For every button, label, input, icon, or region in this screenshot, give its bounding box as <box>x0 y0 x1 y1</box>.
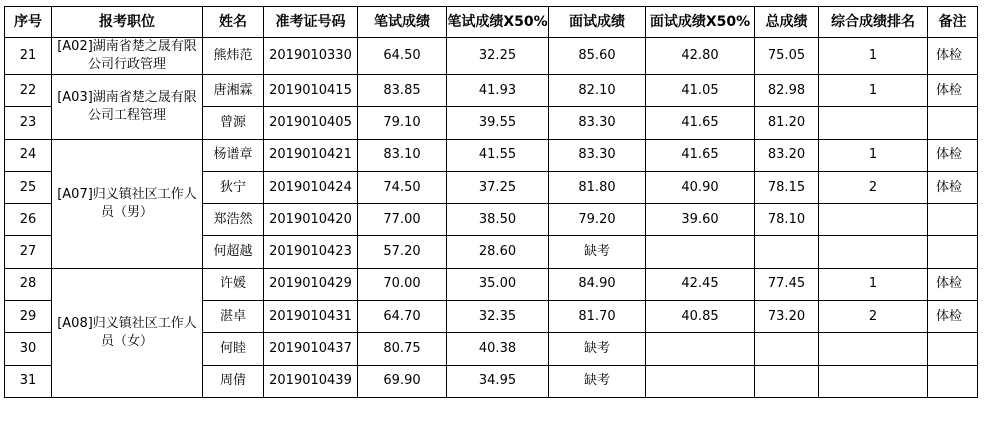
header-exam-id: 准考证号码 <box>264 7 358 38</box>
cell-rank: 1 <box>819 139 928 171</box>
cell-written-50: 38.50 <box>447 204 549 236</box>
cell-name: 杨谱章 <box>203 139 264 171</box>
cell-exam-id: 2019010421 <box>264 139 358 171</box>
cell-no: 31 <box>5 365 52 397</box>
cell-note: 体检 <box>928 75 978 107</box>
cell-written-50: 40.38 <box>447 333 549 365</box>
cell-written-50: 35.00 <box>447 268 549 300</box>
cell-name: 何睦 <box>203 333 264 365</box>
cell-name: 周倩 <box>203 365 264 397</box>
cell-name: 何超越 <box>203 236 264 268</box>
cell-note <box>928 107 978 139</box>
cell-interview-50: 41.65 <box>646 139 755 171</box>
cell-written: 69.90 <box>358 365 447 397</box>
cell-name: 唐湘霖 <box>203 75 264 107</box>
cell-name: 许媛 <box>203 268 264 300</box>
cell-exam-id: 2019010429 <box>264 268 358 300</box>
cell-total: 82.98 <box>755 75 819 107</box>
cell-written: 83.85 <box>358 75 447 107</box>
cell-interview: 82.10 <box>549 75 646 107</box>
cell-written: 64.50 <box>358 38 447 75</box>
cell-exam-id: 2019010423 <box>264 236 358 268</box>
cell-written-50: 28.60 <box>447 236 549 268</box>
cell-name: 湛卓 <box>203 301 264 333</box>
cell-exam-id: 2019010424 <box>264 171 358 203</box>
cell-no: 22 <box>5 75 52 107</box>
cell-no: 23 <box>5 107 52 139</box>
cell-written: 74.50 <box>358 171 447 203</box>
header-written-50: 笔试成绩X50% <box>447 7 549 38</box>
cell-written: 77.00 <box>358 204 447 236</box>
cell-written: 83.10 <box>358 139 447 171</box>
cell-interview-50: 41.65 <box>646 107 755 139</box>
cell-total <box>755 236 819 268</box>
cell-note: 体检 <box>928 268 978 300</box>
cell-written-50: 32.25 <box>447 38 549 75</box>
cell-interview-50 <box>646 365 755 397</box>
cell-written-50: 34.95 <box>447 365 549 397</box>
cell-interview: 缺考 <box>549 333 646 365</box>
cell-total: 78.15 <box>755 171 819 203</box>
cell-position: [A02]湖南省楚之晟有限公司行政管理 <box>52 38 203 75</box>
cell-rank: 2 <box>819 171 928 203</box>
cell-rank: 1 <box>819 268 928 300</box>
cell-exam-id: 2019010330 <box>264 38 358 75</box>
cell-interview-50: 41.05 <box>646 75 755 107</box>
cell-rank: 2 <box>819 301 928 333</box>
cell-no: 24 <box>5 139 52 171</box>
cell-note: 体检 <box>928 171 978 203</box>
cell-interview: 83.30 <box>549 139 646 171</box>
cell-written-50: 39.55 <box>447 107 549 139</box>
header-position: 报考职位 <box>52 7 203 38</box>
header-written: 笔试成绩 <box>358 7 447 38</box>
cell-interview-50: 42.45 <box>646 268 755 300</box>
cell-exam-id: 2019010437 <box>264 333 358 365</box>
cell-exam-id: 2019010405 <box>264 107 358 139</box>
cell-exam-id: 2019010439 <box>264 365 358 397</box>
cell-name: 郑浩然 <box>203 204 264 236</box>
cell-interview-50: 40.90 <box>646 171 755 203</box>
cell-written-50: 32.35 <box>447 301 549 333</box>
cell-exam-id: 2019010420 <box>264 204 358 236</box>
header-no: 序号 <box>5 7 52 38</box>
cell-total: 78.10 <box>755 204 819 236</box>
cell-name: 曾源 <box>203 107 264 139</box>
cell-no: 21 <box>5 38 52 75</box>
header-rank: 综合成绩排名 <box>819 7 928 38</box>
table-row <box>5 75 978 107</box>
cell-rank <box>819 204 928 236</box>
cell-interview-50: 40.85 <box>646 301 755 333</box>
cell-interview: 79.20 <box>549 204 646 236</box>
cell-no: 27 <box>5 236 52 268</box>
cell-rank <box>819 236 928 268</box>
header-interview: 面试成绩 <box>549 7 646 38</box>
cell-interview: 85.60 <box>549 38 646 75</box>
cell-name: 狄宁 <box>203 171 264 203</box>
cell-total: 83.20 <box>755 139 819 171</box>
cell-note <box>928 236 978 268</box>
table-row <box>5 139 978 171</box>
cell-interview: 缺考 <box>549 236 646 268</box>
cell-no: 28 <box>5 268 52 300</box>
cell-interview-50 <box>646 333 755 365</box>
cell-written: 64.70 <box>358 301 447 333</box>
cell-interview-50: 39.60 <box>646 204 755 236</box>
cell-rank <box>819 365 928 397</box>
cell-total <box>755 333 819 365</box>
score-table <box>4 6 978 398</box>
cell-note: 体检 <box>928 139 978 171</box>
cell-interview-50: 42.80 <box>646 38 755 75</box>
cell-exam-id: 2019010415 <box>264 75 358 107</box>
cell-written: 70.00 <box>358 268 447 300</box>
cell-written-50: 41.55 <box>447 139 549 171</box>
header-interview-50: 面试成绩X50% <box>646 7 755 38</box>
cell-position: [A07]归义镇社区工作人员（男） <box>52 139 203 268</box>
cell-interview: 84.90 <box>549 268 646 300</box>
cell-no: 26 <box>5 204 52 236</box>
cell-rank <box>819 333 928 365</box>
cell-exam-id: 2019010431 <box>264 301 358 333</box>
cell-note <box>928 333 978 365</box>
cell-note <box>928 204 978 236</box>
cell-name: 熊炜范 <box>203 38 264 75</box>
cell-position: [A03]湖南省楚之晟有限公司工程管理 <box>52 75 203 140</box>
cell-rank: 1 <box>819 75 928 107</box>
cell-interview: 83.30 <box>549 107 646 139</box>
cell-position: [A08]归义镇社区工作人员（女） <box>52 268 203 397</box>
cell-total: 77.45 <box>755 268 819 300</box>
header-note: 备注 <box>928 7 978 38</box>
table-row <box>5 268 978 300</box>
cell-interview: 缺考 <box>549 365 646 397</box>
cell-interview-50 <box>646 236 755 268</box>
cell-written: 57.20 <box>358 236 447 268</box>
cell-note <box>928 365 978 397</box>
cell-total: 73.20 <box>755 301 819 333</box>
cell-rank: 1 <box>819 38 928 75</box>
cell-written: 79.10 <box>358 107 447 139</box>
cell-written: 80.75 <box>358 333 447 365</box>
cell-interview: 81.80 <box>549 171 646 203</box>
cell-note: 体检 <box>928 301 978 333</box>
cell-written-50: 37.25 <box>447 171 549 203</box>
cell-note: 体检 <box>928 38 978 75</box>
cell-written-50: 41.93 <box>447 75 549 107</box>
cell-rank <box>819 107 928 139</box>
cell-interview: 81.70 <box>549 301 646 333</box>
header-row <box>5 7 978 38</box>
header-total: 总成绩 <box>755 7 819 38</box>
cell-no: 25 <box>5 171 52 203</box>
cell-total: 81.20 <box>755 107 819 139</box>
header-name: 姓名 <box>203 7 264 38</box>
cell-no: 29 <box>5 301 52 333</box>
cell-no: 30 <box>5 333 52 365</box>
cell-total <box>755 365 819 397</box>
cell-total: 75.05 <box>755 38 819 75</box>
table-row <box>5 38 978 75</box>
